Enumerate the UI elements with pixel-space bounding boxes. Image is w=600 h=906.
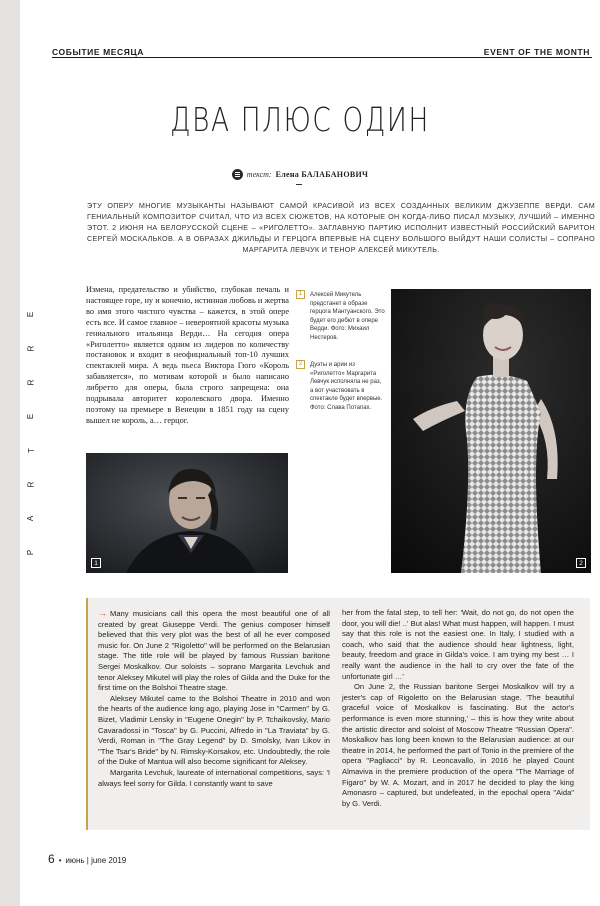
sidebar-letter: R (26, 345, 36, 352)
caption-text: Алексей Микутель предстанет в образе герцога Мантуанского. Это будет его дебют в опере Верди. Фото: Михаил Нестеров. (310, 292, 385, 341)
photo-image (391, 289, 591, 573)
page-footer (48, 852, 126, 866)
byline-author: Елена БАЛАБАНОВИЧ (275, 170, 369, 179)
photo-aleksey-mikutel (86, 453, 288, 573)
footer-bullet: • (58, 856, 62, 865)
header-rule (52, 57, 592, 58)
article-body-ru: Измена, предательство и убийство, глубокая печаль и настоящее горе, ну и конечно, истинная любовь и жертва во имя этого чистого чувства – кажется, в этой опере есть все. И самое главное – невероятной красоты музыка гениального итальянца Верди… На сегодня опера «Риголетто» является одним из лидеров по количеству постановок и входит в неофициальный топ-10 лучших спектаклей мира. А ведь пьеса Виктора Гюго «Король забавляется», по мотивам которой и было написано либретто для оперы, была строго запрещена: она подрывала авторитет королевского двора. Именно поэтому на премьере в Венеции в 1851 году на сцену вышел не король, а… герцог. (86, 285, 289, 425)
caption-number: 2 (296, 360, 305, 369)
photo-caption-2 (296, 360, 386, 412)
byline-dash (296, 184, 302, 185)
photo-margarita-levchuk (391, 289, 591, 573)
photo-number: 1 (91, 558, 101, 568)
english-paragraph: Aleksey Mikutel came to the Bolshoi Theatre in 2010 and won the hearts of the audience long ago, playing Jose in "Carmen" by G. Bizet, Vladimir Lensky in "Eugene Onegin" by P. Tchaikovsky, Mario Cavaradossi in "Tosca" by G. Puccini, Alfredo in "La Traviata" by G. Verdi, Roman in "The Gray Legend" by D. Smolsky, Ivan Likov in "The Tsar's Bride" by N. Rimsky-Korsakov, etc. Undoubtedly, the role of the Duke of Mantua will also become significant for Aleksey. (98, 693, 330, 767)
english-paragraph: her from the fatal step, to tell her: 'Wait, do not go, do not open the door, you will die! ..' But alas! What must happen, will happen. I must say that this role is not the easiest one. In Italy, I studied with a coach, who said that the audience should hear lightness, light, beauty, freedom and grace in Gilda's voice. I am trying my best … I really want the audience in the hall to cry over the fate of the unfortunate girl …' (342, 608, 574, 681)
sidebar-letter: R (26, 481, 36, 488)
sidebar-letter: A (26, 515, 36, 522)
section-header-ru: СОБЫТИЕ МЕСЯЦА (52, 47, 145, 57)
article-title: ДВА ПЛЮС ОДИН (170, 100, 430, 139)
sidebar-parterre (26, 310, 36, 557)
english-column-1 (98, 608, 330, 789)
page-gutter-strip (0, 0, 20, 906)
page-number: 6 (48, 852, 55, 866)
caption-number: 1 (296, 290, 305, 299)
byline (90, 169, 510, 180)
section-header-en: EVENT OF THE MONTH (483, 47, 590, 57)
english-column-2 (342, 608, 574, 809)
caption-text: Дуэты и арии из «Риголетто» Маргарита Левчук исполняла не раз, а вот участвовать в спектакле будет впервые. Фото: Слава Потапах. (310, 362, 383, 411)
photo-number: 2 (576, 558, 586, 568)
arrow-right-icon: → (98, 608, 107, 618)
pen-icon (232, 169, 243, 180)
sidebar-letter: E (26, 413, 36, 420)
english-paragraph: Margarita Levchuk, laureate of international competitions, says: 'I always feel sorry for Gilda. I constantly want to save (98, 767, 330, 788)
photo-caption-1 (296, 290, 386, 342)
issue-date: июнь | june 2019 (65, 856, 127, 865)
english-paragraph: On June 2, the Russian baritone Sergei Moskalkov will try a jester's cap of Rigoletto on the Belarusian stage. 'The beautiful graceful voice of Moskalkov is fascinating. But the actor's performance is even more stunning,' – this is how they write about the artistic director and soloist of Moscow Theatre "Russian Opera". Moskalkov has long been known to the Belarusian audience: at our theatre in 2014, he performed the part of Tonio in the premiere of the opera "Pagliacci" by R. Leoncavallo, in 2016 he played Count Almaviva in the premiere production of the opera "The Marriage of Figaro" by W. A. Mozart, and in 2017 he decided to play the king Amonasro – captured, but undefeated, in the epochal opera "Aida" by G. Verdi. (342, 682, 574, 808)
sidebar-letter: T (26, 448, 36, 453)
byline-label: текст: (246, 170, 272, 179)
english-paragraph: → Many musicians call this opera the most beautiful one of all created by great Giuseppe Verdi. The genius composer himself believed that this very plot was the best of all he ever composed music for. On June 2 "Rigoletto" will be performed on the Belarusian stage. The title role will be played by famous Russian baritone Sergei Moskalkov. Our soloists – soprano Margarita Levchuk and tenor Aleksey Mikutel will play the roles of Gilda and the Duke for the first time on the Bolshoi Theatre stage. (98, 608, 330, 693)
sidebar-letter: P (26, 549, 36, 556)
english-translation-box (86, 598, 590, 830)
photo-image (86, 453, 288, 573)
sidebar-letter: R (26, 379, 36, 386)
article-lead: ЭТУ ОПЕРУ МНОГИЕ МУЗЫКАНТЫ НАЗЫВАЮТ САМОЙ КРАСИВОЙ ИЗ ВСЕХ СОЗДАННЫХ ВЕЛИКИМ ДЖУЗЕППЕ ВЕРДИ. САМ ГЕНИАЛЬНЫЙ КОМПОЗИТОР СЧИТАЛ, ЧТО ИЗ ВСЕХ СЮЖЕТОВ, НА КОТОРЫЕ ОН КОГДА-ЛИБО ПИСАЛ МУЗЫКУ, ЛУЧШИЙ – ИМЕННО ЭТОТ. 2 ИЮНЯ НА БЕЛОРУССКОЙ СЦЕНЕ – «РИГОЛЕТТО». ЗАГЛАВНУЮ ПАРТИЮ ИСПОЛНИТ ИЗВЕСТНЫЙ РОССИЙСКИЙ БАРИТОН СЕРГЕЙ МОСКАЛЬКОВ. А В ОБРАЗАХ ДЖИЛЬДЫ И ГЕРЦОГА ВПЕРВЫЕ НА СЦЕНУ БОЛЬШОГО ВЫЙДУТ НАШИ СОЛИСТЫ – СОПРАНО МАРГАРИТА ЛЕВЧУК И ТЕНОР АЛЕКСЕЙ МИКУТЕЛЬ. (87, 201, 595, 254)
sidebar-letter: E (26, 311, 36, 318)
